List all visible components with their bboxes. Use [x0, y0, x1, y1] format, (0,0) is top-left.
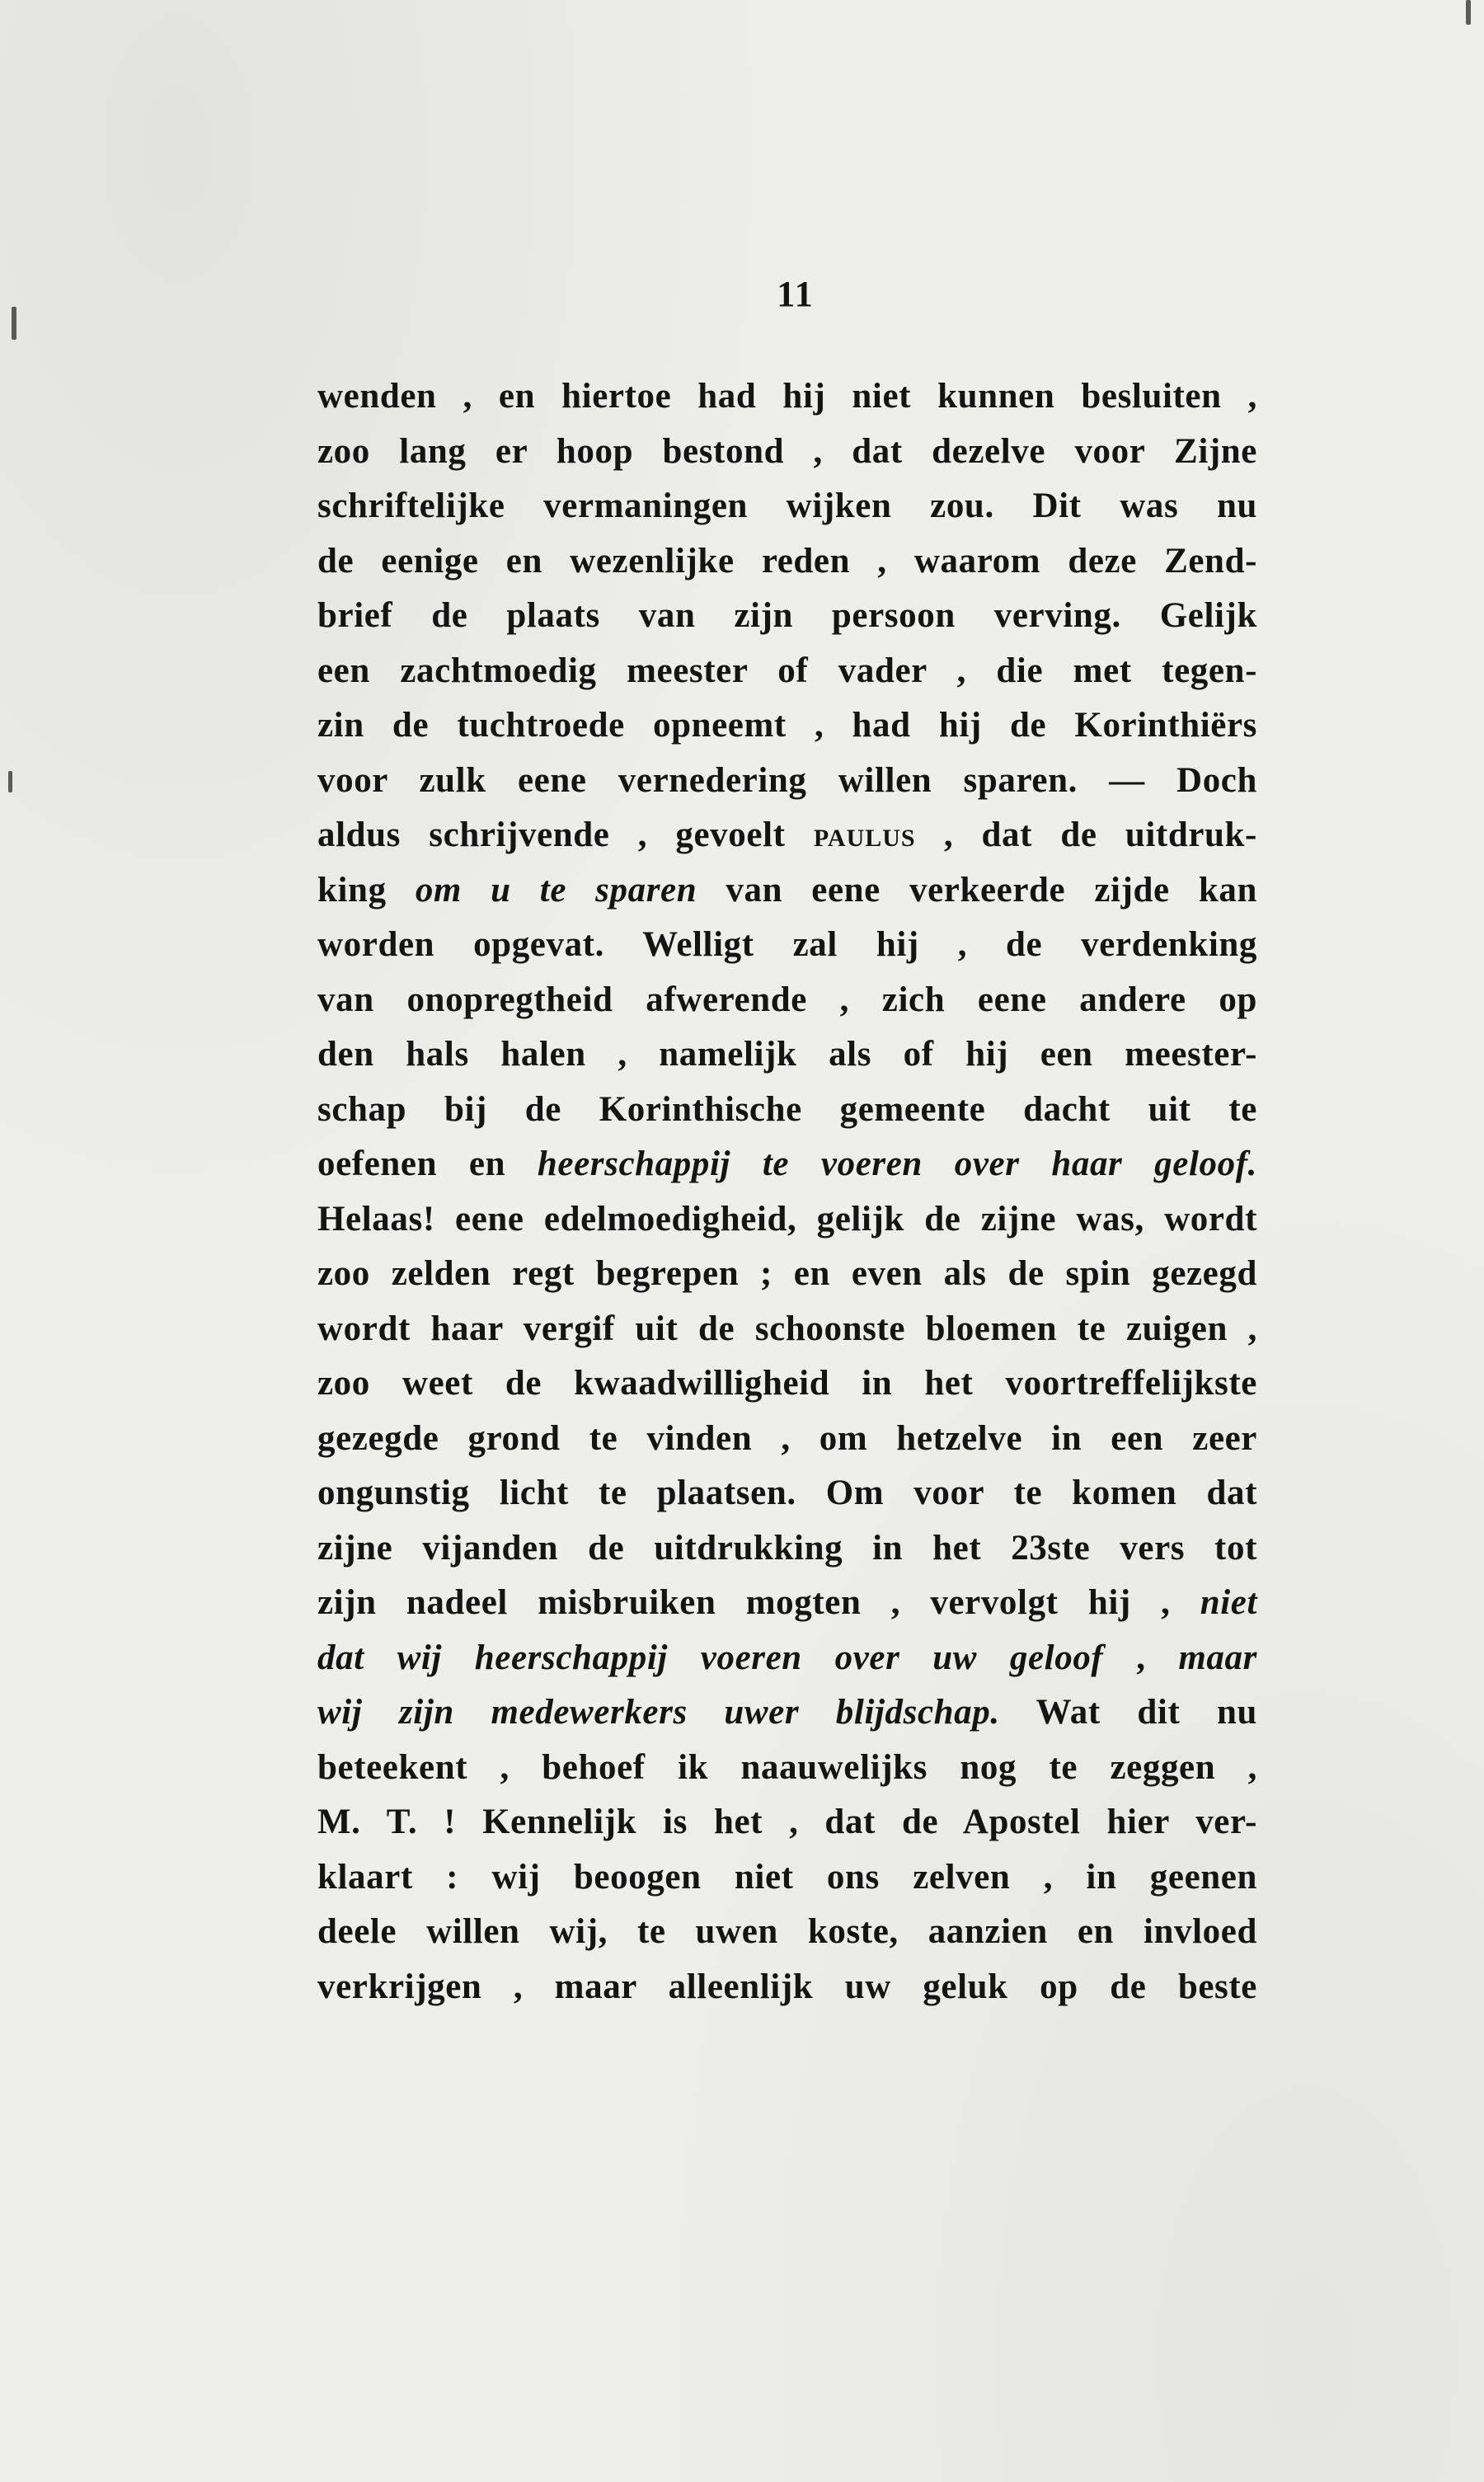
- text-segment: Wat dit nu: [999, 1693, 1257, 1732]
- text-segment: zoo lang er hoop bestond , dat dezelve voor Zijne: [317, 431, 1257, 471]
- text-line: [317, 425, 1257, 480]
- text-line: [317, 808, 1257, 863]
- text-line: [317, 1576, 1257, 1631]
- text-line: [317, 1083, 1257, 1138]
- text-segment: ,: [1103, 1638, 1179, 1677]
- italic-text: niet: [1200, 1583, 1257, 1622]
- body-text: [317, 369, 1257, 2014]
- text-segment: deele willen wij, te uwen koste, aanzien en invloed: [317, 1912, 1257, 1951]
- text-segment: aldus schrijvende , gevoelt: [317, 816, 814, 854]
- italic-text: dat wij heerschappij voeren over uw geloof: [317, 1638, 1104, 1677]
- text-segment: verkrijgen , maar alleenlijk uw geluk op de beste: [317, 1967, 1257, 2006]
- text-segment: een zachtmoedig meester of vader , die met tegen-: [317, 651, 1257, 690]
- text-segment: worden opgevat. Welligt zal hij , de verdenking: [317, 925, 1257, 964]
- text-line: [317, 698, 1257, 754]
- text-segment: den hals halen , namelijk als of hij een meester-: [317, 1035, 1257, 1074]
- italic-text: wij zijn medewerkers uwer blijdschap.: [317, 1693, 1000, 1732]
- text-segment: zijn nadeel misbruiken mogten , vervolgt hij ,: [317, 1583, 1200, 1622]
- text-segment: oefenen en: [317, 1145, 538, 1183]
- text-line: [317, 1631, 1257, 1686]
- text-segment: M. T. ! Kennelijk is het , dat de Apostel hier ver-: [317, 1803, 1257, 1841]
- text-segment: van eene verkeerde zijde kan: [697, 870, 1258, 910]
- text-segment: zoo zelden regt begrepen ; en even als de spin gezegd: [317, 1254, 1257, 1293]
- text-line: [317, 918, 1257, 973]
- text-segment: klaart : wij beoogen niet ons zelven , in geenen: [317, 1857, 1257, 1897]
- text-line: [317, 1192, 1257, 1248]
- italic-text: om u te sparen: [415, 870, 697, 910]
- scan-edge-mark: [8, 771, 12, 792]
- text-line: [317, 1521, 1257, 1577]
- text-line: [317, 644, 1257, 699]
- text-line: [317, 1685, 1257, 1741]
- text-segment: gezegde grond te vinden , om hetzelve in een zeer: [317, 1418, 1257, 1458]
- text-segment: ongunstig licht te plaatsen. Om voor te komen dat: [317, 1474, 1257, 1512]
- text-line: [317, 1795, 1257, 1850]
- text-segment: wenden , en hiertoe had hij niet kunnen besluiten ,: [317, 377, 1257, 416]
- text-line: [317, 863, 1257, 919]
- text-segment: zin de tuchtroede opneemt , had hij de Korinthiërs: [317, 706, 1257, 745]
- text-segment: van onopregtheid afwerende , zich eene andere op: [317, 980, 1257, 1019]
- text-segment: king: [317, 870, 416, 910]
- text-line: [317, 1741, 1257, 1796]
- text-segment: zijne vijanden de uitdrukking in het 23ste vers tot: [317, 1528, 1257, 1568]
- text-segment: de eenige en wezenlijke reden , waarom deze Zend-: [317, 541, 1257, 581]
- text-line: [317, 1850, 1257, 1906]
- text-segment: voor zulk eene vernedering willen sparen. — Doch: [317, 760, 1257, 800]
- text-line: [317, 589, 1257, 644]
- text-line: [317, 1905, 1257, 1960]
- text-line: [317, 1960, 1257, 2015]
- page-number: 11: [777, 274, 815, 314]
- text-line: [317, 369, 1257, 425]
- text-segment: brief de plaats van zijn persoon verving. Gelijk: [317, 596, 1257, 635]
- text-segment: Helaas! eene edelmoedigheid, gelijk de zijne was, wordt: [317, 1199, 1257, 1239]
- text-line: [317, 1302, 1257, 1357]
- text-segment: schriftelijke vermaningen wijken zou. Dit was nu: [317, 487, 1257, 525]
- text-line: [317, 754, 1257, 809]
- text-line: [317, 1412, 1257, 1467]
- text-line: [317, 479, 1257, 534]
- text-line: [317, 973, 1257, 1028]
- text-segment: zoo weet de kwaadwilligheid in het voortreffelijkste: [317, 1364, 1257, 1403]
- text-line: [317, 1247, 1257, 1302]
- italic-text: maar: [1178, 1638, 1257, 1677]
- text-line: [317, 1466, 1257, 1521]
- scan-edge-mark: [1466, 0, 1471, 25]
- text-segment: wordt haar vergif uit de schoonste bloemen te zuigen ,: [317, 1309, 1257, 1348]
- text-line: [317, 1027, 1257, 1083]
- text-line: [317, 1356, 1257, 1412]
- italic-text: heerschappij te voeren over haar geloof.: [537, 1145, 1257, 1183]
- text-line: [317, 1137, 1257, 1192]
- text-line: [317, 534, 1257, 590]
- text-segment: beteekent , behoef ik naauwelijks nog te zeggen ,: [317, 1747, 1257, 1787]
- small-caps-name: paulus: [813, 816, 916, 854]
- text-segment: , dat de uitdruk-: [915, 816, 1257, 854]
- text-segment: schap bij de Korinthische gemeente dacht uit te: [317, 1089, 1257, 1129]
